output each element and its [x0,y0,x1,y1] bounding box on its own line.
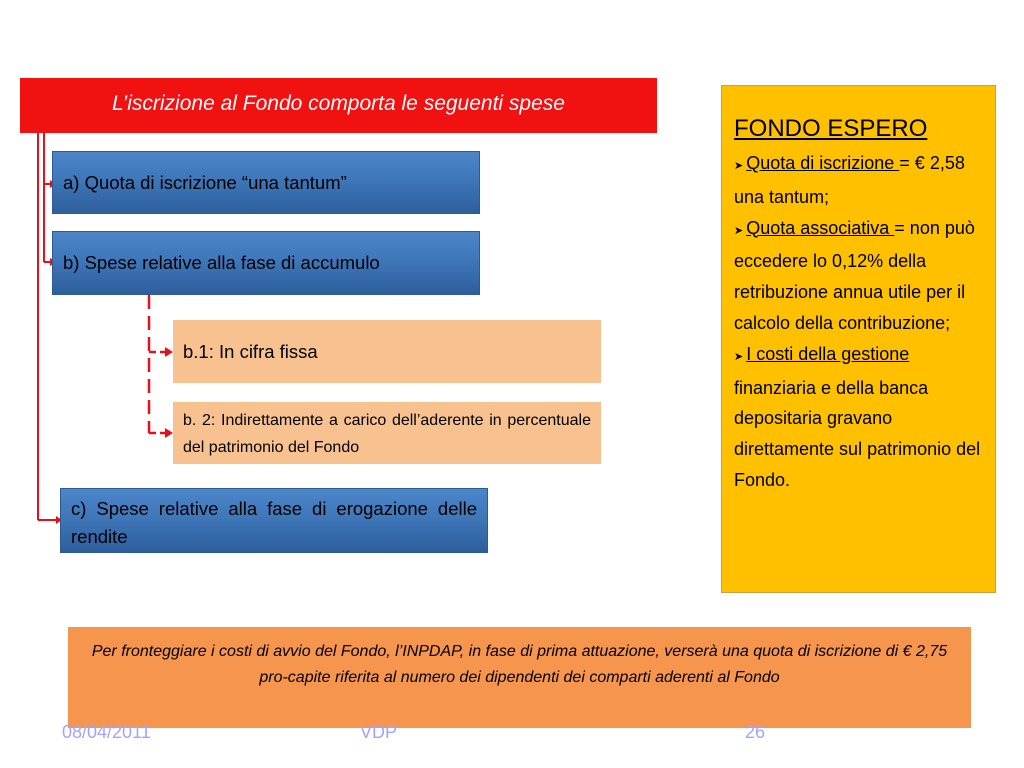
fondo-item-2 [734,213,983,339]
item-a-box [52,151,480,214]
fondo-item-1-text: = € 2,58 una tantum; [734,153,965,207]
title-text: L’iscrizione al Fondo comporta le seguenti spese [112,91,565,115]
item-b2-box [173,402,601,464]
footer-author: VDP [360,722,398,742]
fondo-item-1-label: Quota di iscrizione [746,153,900,173]
fondo-item-3-label: I costi della gestione [746,343,910,364]
fondo-item-2-text: = non può eccedere lo 0,12% della retribuzione annua utile per il calcolo della contribuzione; [734,217,975,333]
fondo-item-3 [734,339,983,496]
item-c-text: c) Spese relative alla fase di erogazione delle rendite [71,498,477,547]
item-b-text: b) Spese relative alla fase di accumulo [63,252,380,273]
arrow-bullet-icon: ➤ [734,160,744,172]
fondo-item-1 [734,148,983,213]
arrow-to-b1 [165,347,173,357]
item-a-text: a) Quota di iscrizione “una tantum” [63,171,347,193]
title-box [20,78,657,133]
item-b-box [52,231,480,295]
note-box [68,627,971,728]
note-text: Per fronteggiare i costi di avvio del Fondo, l’INPDAP, in fase di prima attuazione, verserà una quota di iscrizione di € 2,75 pro-capite riferita al numero dei dipendenti dei comparti aderenti al Fondo [91,643,948,686]
fondo-item-2-label: Quota associativa [746,217,895,238]
footer-date: 08/04/2011 [62,722,151,742]
arrow-bullet-icon: ➤ [734,350,744,363]
item-b1-text: b.1: In cifra fissa [183,340,318,362]
arrow-bullet-icon: ➤ [734,224,744,237]
arrow-to-b2 [165,428,173,438]
item-c-box [60,488,488,553]
item-b1-box [173,320,601,383]
fondo-espero-box [721,85,996,593]
footer-page-number: 26 [745,722,766,742]
fondo-item-3-text: finanziaria e della banca depositaria gravano direttamente sul patrimonio del Fondo. [734,377,981,490]
item-b2-text: b. 2: Indirettamente a carico dell’aderente in percentuale del patrimonio del Fondo [183,412,591,456]
fondo-title: FONDO ESPERO [734,115,928,142]
